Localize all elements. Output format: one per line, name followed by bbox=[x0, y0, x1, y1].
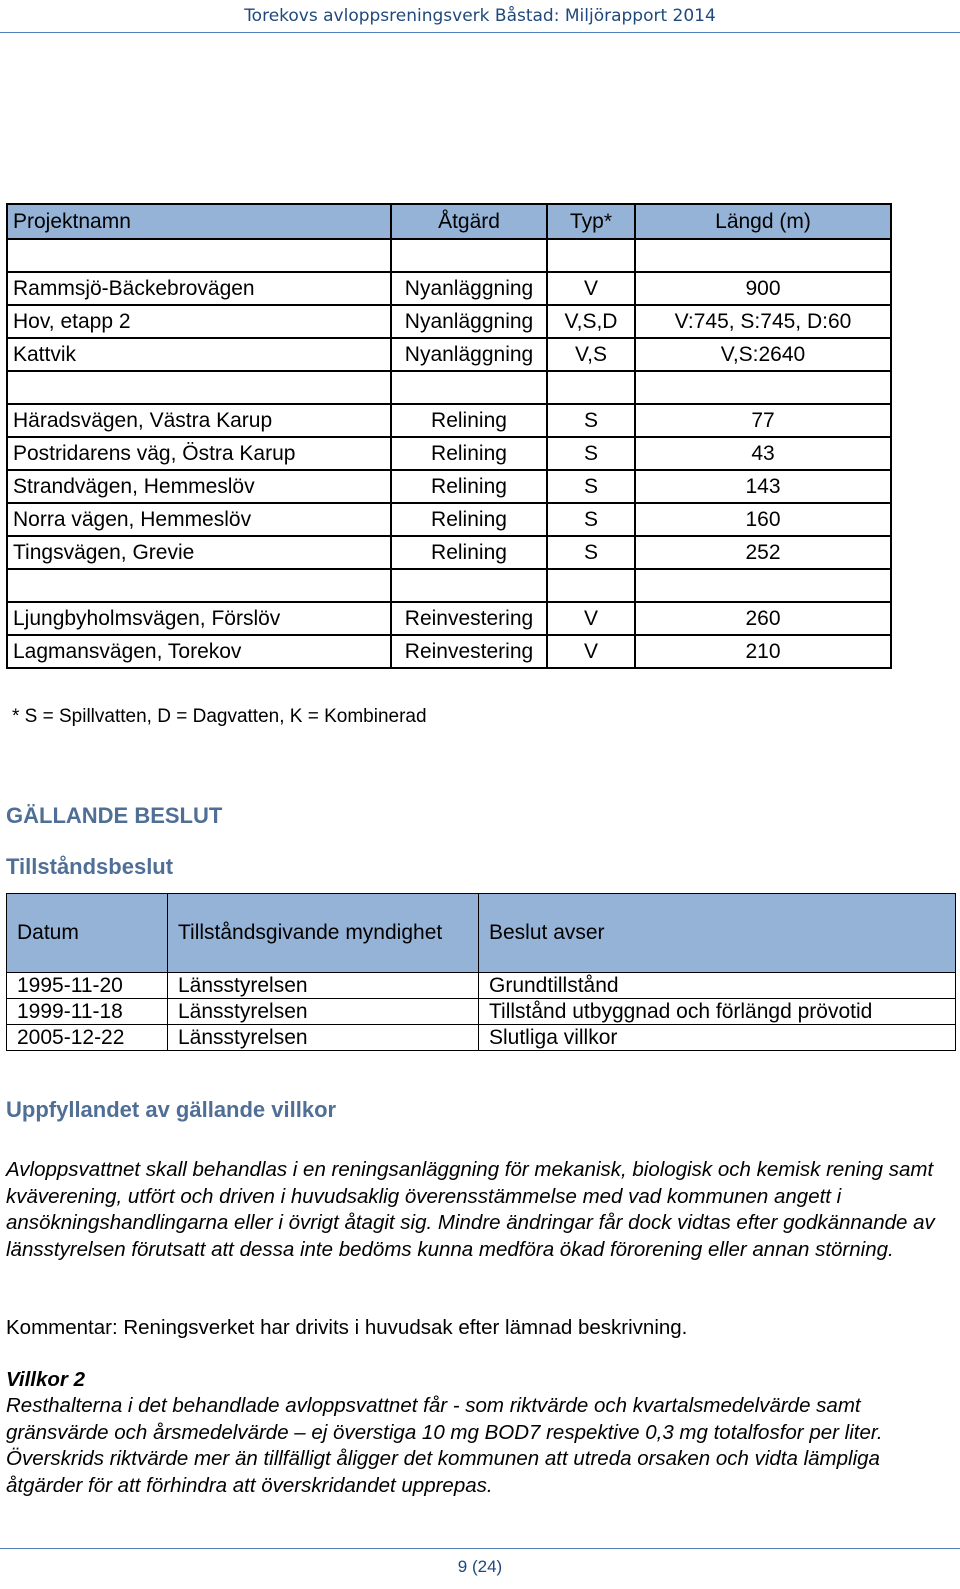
cell-length: 900 bbox=[635, 272, 891, 305]
cell-authority: Länsstyrelsen bbox=[168, 1025, 479, 1051]
cell-type: V bbox=[547, 635, 635, 668]
permits-table bbox=[6, 893, 956, 1051]
cell-project-name: Tingsvägen, Grevie bbox=[7, 536, 391, 569]
col-header-project-name: Projektnamn bbox=[7, 204, 391, 239]
table-row bbox=[7, 338, 891, 371]
cell-type: S bbox=[547, 536, 635, 569]
cell-date: 1995-11-20 bbox=[7, 973, 168, 999]
cell-type: S bbox=[547, 404, 635, 437]
cell-project-name bbox=[7, 569, 391, 602]
cell-type: V,S bbox=[547, 338, 635, 371]
projects-table bbox=[6, 203, 892, 669]
cell-project-name bbox=[7, 239, 391, 272]
table-row bbox=[7, 1025, 956, 1051]
cell-type: S bbox=[547, 437, 635, 470]
cell-project-name: Postridarens väg, Östra Karup bbox=[7, 437, 391, 470]
condition-2-title: Villkor 2 bbox=[6, 1368, 85, 1391]
table-row bbox=[7, 999, 956, 1025]
cell-type: S bbox=[547, 503, 635, 536]
type-footnote: * S = Spillvatten, D = Dagvatten, K = Kombinerad bbox=[12, 706, 427, 727]
cell-type: V bbox=[547, 602, 635, 635]
cell-type: V,S,D bbox=[547, 305, 635, 338]
table-row bbox=[7, 602, 891, 635]
section-title: GÄLLANDE BESLUT bbox=[6, 803, 223, 828]
projects-header-row bbox=[7, 204, 891, 239]
cell-action: Relining bbox=[391, 437, 547, 470]
cell-project-name: Rammsjö-Bäckebrovägen bbox=[7, 272, 391, 305]
col-header-decision: Beslut avser bbox=[479, 894, 956, 973]
cell-action: Relining bbox=[391, 503, 547, 536]
cell-project-name: Norra vägen, Hemmeslöv bbox=[7, 503, 391, 536]
cell-length bbox=[635, 569, 891, 602]
cell-action: Relining bbox=[391, 470, 547, 503]
document-title: Torekovs avloppsreningsverk Båstad: Miljörapport 2014 bbox=[244, 6, 716, 26]
cell-date: 1999-11-18 bbox=[7, 999, 168, 1025]
table-row bbox=[7, 272, 891, 305]
table-row bbox=[7, 470, 891, 503]
cell-length: V:745, S:745, D:60 bbox=[635, 305, 891, 338]
cell-decision: Grundtillstånd bbox=[479, 973, 956, 999]
cell-type bbox=[547, 239, 635, 272]
cell-type: S bbox=[547, 470, 635, 503]
compliance-title: Uppfyllandet av gällande villkor bbox=[6, 1097, 337, 1122]
col-header-action: Åtgärd bbox=[391, 204, 547, 239]
condition-1-text: Avloppsvattnet skall behandlas i en reningsanläggning för mekanisk, biologisk och kemisk rening samt kväverening, utfört och driven i huvudsaklig överensstämmelse med vad kommunen angett i ansökningshandlingarna eller i övrigt åtagit sig. Mindre ändringar får dock vidtas efter godkännande av länsstyrelsen förutsatt att dessa inte bedöms kunna medföra ökad förorening eller annan störning. bbox=[6, 1158, 935, 1261]
permits-header-row bbox=[7, 894, 956, 973]
cell-action: Nyanläggning bbox=[391, 305, 547, 338]
cell-length: 160 bbox=[635, 503, 891, 536]
cell-length: 77 bbox=[635, 404, 891, 437]
table-row bbox=[7, 635, 891, 668]
table-row bbox=[7, 404, 891, 437]
cell-length: 252 bbox=[635, 536, 891, 569]
cell-project-name: Lagmansvägen, Torekov bbox=[7, 635, 391, 668]
cell-decision: Slutliga villkor bbox=[479, 1025, 956, 1051]
cell-project-name: Strandvägen, Hemmeslöv bbox=[7, 470, 391, 503]
cell-length: 43 bbox=[635, 437, 891, 470]
cell-action bbox=[391, 569, 547, 602]
col-header-type: Typ* bbox=[547, 204, 635, 239]
cell-action: Reinvestering bbox=[391, 635, 547, 668]
table-row bbox=[7, 305, 891, 338]
cell-decision: Tillstånd utbyggnad och förlängd prövotid bbox=[479, 999, 956, 1025]
cell-authority: Länsstyrelsen bbox=[168, 999, 479, 1025]
table-row bbox=[7, 569, 891, 602]
table-row bbox=[7, 239, 891, 272]
cell-type: V bbox=[547, 272, 635, 305]
table-row bbox=[7, 973, 956, 999]
cell-authority: Länsstyrelsen bbox=[168, 973, 479, 999]
permits-title: Tillståndsbeslut bbox=[6, 854, 174, 879]
cell-action: Nyanläggning bbox=[391, 338, 547, 371]
cell-project-name: Kattvik bbox=[7, 338, 391, 371]
cell-length bbox=[635, 239, 891, 272]
cell-project-name: Hov, etapp 2 bbox=[7, 305, 391, 338]
cell-length: 210 bbox=[635, 635, 891, 668]
cell-action: Relining bbox=[391, 536, 547, 569]
cell-length bbox=[635, 371, 891, 404]
page-number: 9 (24) bbox=[457, 1557, 503, 1576]
cell-project-name: Häradsvägen, Västra Karup bbox=[7, 404, 391, 437]
cell-action: Nyanläggning bbox=[391, 272, 547, 305]
cell-action bbox=[391, 239, 547, 272]
col-header-length: Längd (m) bbox=[635, 204, 891, 239]
comment-text: Kommentar: Reningsverket har drivits i huvudsak efter lämnad beskrivning. bbox=[6, 1316, 688, 1339]
cell-project-name: Ljungbyholmsvägen, Förslöv bbox=[7, 602, 391, 635]
footer-divider bbox=[0, 1548, 960, 1549]
cell-type bbox=[547, 371, 635, 404]
page-header bbox=[0, 0, 960, 33]
table-row bbox=[7, 437, 891, 470]
table-row bbox=[7, 536, 891, 569]
table-row bbox=[7, 371, 891, 404]
cell-date: 2005-12-22 bbox=[7, 1025, 168, 1051]
cell-type bbox=[547, 569, 635, 602]
cell-action bbox=[391, 371, 547, 404]
cell-action: Relining bbox=[391, 404, 547, 437]
cell-project-name bbox=[7, 371, 391, 404]
col-header-authority: Tillståndsgivande myndighet bbox=[168, 894, 479, 973]
cell-action: Reinvestering bbox=[391, 602, 547, 635]
cell-length: 143 bbox=[635, 470, 891, 503]
condition-2-text: Resthalterna i det behandlade avloppsvattnet får - som riktvärde och kvartalsmedelvärde samt gränsvärde och årsmedelvärde – ej överstiga 10 mg BOD7 respektive 0,3 mg totalfosfor per liter. Överskrids riktvärde mer än tillfälligt åligger det kommunen att utreda orsaken och vidta lämpliga åtgärder för att förhindra att överskridandet upprepas. bbox=[6, 1394, 883, 1497]
col-header-date: Datum bbox=[7, 894, 168, 973]
cell-length: V,S:2640 bbox=[635, 338, 891, 371]
table-row bbox=[7, 503, 891, 536]
cell-length: 260 bbox=[635, 602, 891, 635]
